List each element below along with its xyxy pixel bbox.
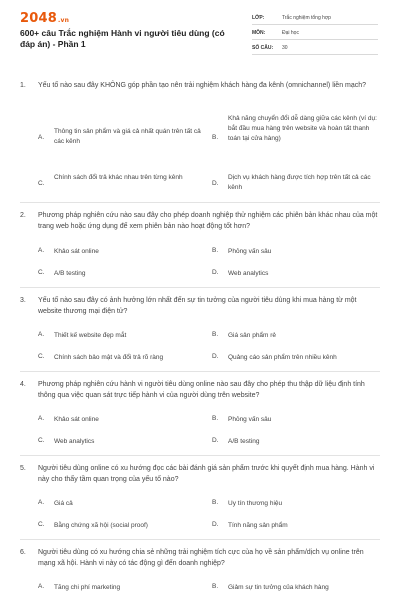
question-text: Người tiêu dùng online có xu hướng đọc các bài đánh giá sản phẩm trước khi quyết định mua hàng. Hành vi này cho thấy tầm quan trọng của yếu tố nào? <box>38 465 375 483</box>
option-text[interactable]: A/B testing <box>54 270 86 277</box>
question-number: 5. <box>20 465 26 472</box>
option-text[interactable]: Phỏng vấn sâu <box>228 416 272 423</box>
option-letter: B. <box>212 134 219 141</box>
option-letter: D. <box>212 269 219 276</box>
option-text[interactable]: Tính năng sản phẩm <box>228 522 288 529</box>
option-letter: A. <box>38 331 45 338</box>
option-letter: C. <box>38 269 45 276</box>
option-text[interactable]: Uy tín thương hiệu <box>228 500 283 507</box>
option-letter: C. <box>38 437 45 444</box>
question-number: 4. <box>20 381 26 388</box>
option-letter: B. <box>212 415 219 422</box>
divider <box>20 539 380 540</box>
question-text: Phương pháp nghiên cứu nào sau đây cho phép doanh nghiệp thử nghiệm các phiên bản khác nhau của một trang web hoặc ứng dụng để xem phiên bản nào hoạt động tốt hơn? <box>38 212 378 230</box>
meta-label: MÔN: <box>252 30 266 36</box>
question-number: 6. <box>20 549 26 556</box>
document-header <box>0 0 400 62</box>
divider <box>20 455 380 456</box>
divider <box>20 371 380 372</box>
option-letter: A. <box>38 247 45 254</box>
option-text[interactable]: A/B testing <box>228 438 260 445</box>
option-letter: D. <box>212 353 219 360</box>
option-letter: D. <box>212 180 219 187</box>
option-text[interactable]: Bằng chứng xã hội (social proof) <box>54 522 148 529</box>
option-letter: B. <box>212 499 219 506</box>
question-text: Yếu tố nào sau đây KHÔNG góp phần tạo nên trải nghiệm khách hàng đa kênh (omnichannel) liền mạch? <box>38 82 367 89</box>
option-letter: A. <box>38 499 45 506</box>
option-letter: D. <box>212 437 219 444</box>
option-text[interactable]: Chính sách đổi trả khác nhau trên từng kênh <box>54 174 183 181</box>
site-logo[interactable] <box>20 11 69 26</box>
option-text[interactable]: Khả năng chuyển đổi dễ dàng giữa các kênh (ví dụ: bắt đầu mua hàng trên website và hoàn tất thanh toán tại cửa hàng) <box>228 115 377 142</box>
meta-label: LỚP: <box>252 15 265 21</box>
question-number: 3. <box>20 297 26 304</box>
meta-row-class <box>252 12 378 25</box>
question-text: Người tiêu dùng có xu hướng chia sẻ những trải nghiệm tích cực của họ về sản phẩm/dịch vụ online trên mạng xã hội. Hành vi này có tác động gì đến doanh nghiệp? <box>38 549 364 567</box>
document-meta <box>252 12 378 55</box>
option-letter: C. <box>38 353 45 360</box>
option-letter: C. <box>38 180 45 187</box>
logo-domain: .vn <box>57 17 70 24</box>
option-text[interactable]: Dịch vụ khách hàng được tích hợp trên tất cả các kênh <box>228 174 371 191</box>
meta-value: 30 <box>282 45 288 51</box>
option-letter: A. <box>38 583 45 590</box>
option-letter: B. <box>212 583 219 590</box>
option-text[interactable]: Giá cả <box>54 500 73 507</box>
option-text[interactable]: Thiết kế website đẹp mắt <box>54 332 127 339</box>
option-letter: A. <box>38 415 45 422</box>
option-text[interactable]: Giảm sự tin tưởng của khách hàng <box>228 584 329 591</box>
option-letter: A. <box>38 134 45 141</box>
meta-row-subject <box>252 27 378 40</box>
meta-row-count <box>252 42 378 55</box>
meta-value: Trắc nghiệm tổng hợp <box>282 15 331 21</box>
question-number: 2. <box>20 212 26 219</box>
divider <box>20 287 380 288</box>
question-text: Yếu tố nào sau đây có ảnh hưởng lớn nhất đến sự tin tưởng của người tiêu dùng khi mua hàng từ một website thương mại điện tử? <box>38 297 357 315</box>
option-text[interactable]: Thông tin sản phẩm và giá cả nhất quán trên tất cả các kênh <box>54 128 201 145</box>
option-text[interactable]: Web analytics <box>228 270 269 277</box>
option-letter: D. <box>212 521 219 528</box>
option-text[interactable]: Khảo sát online <box>54 416 99 423</box>
page-title: 600+ câu Trắc nghiệm Hành vi người tiêu dùng (có đáp án) - Phần 1 <box>20 28 225 49</box>
logo-text: 2048 <box>20 11 57 26</box>
option-text[interactable]: Khảo sát online <box>54 248 99 255</box>
option-text[interactable]: Web analytics <box>54 438 95 445</box>
question-text: Phương pháp nghiên cứu hành vi người tiêu dùng online nào sau đây cho phép thu thập dữ liệu định tính thông qua việc quan sát trực tiếp hành vi của người dùng trên website? <box>38 381 365 399</box>
divider <box>20 202 380 203</box>
question-number: 1. <box>20 82 26 89</box>
option-text[interactable]: Tăng chi phí marketing <box>54 584 121 591</box>
option-text[interactable]: Giá sản phẩm rẻ <box>228 332 277 339</box>
option-text[interactable]: Phỏng vấn sâu <box>228 248 272 255</box>
meta-label: SỐ CÂU: <box>252 45 274 51</box>
meta-value: Đại học <box>282 30 299 36</box>
option-letter: C. <box>38 521 45 528</box>
option-letter: B. <box>212 247 219 254</box>
option-letter: B. <box>212 331 219 338</box>
option-text[interactable]: Chính sách bảo mật và đổi trả rõ ràng <box>54 354 164 361</box>
option-text[interactable]: Quảng cáo sản phẩm trên nhiều kênh <box>228 354 337 361</box>
